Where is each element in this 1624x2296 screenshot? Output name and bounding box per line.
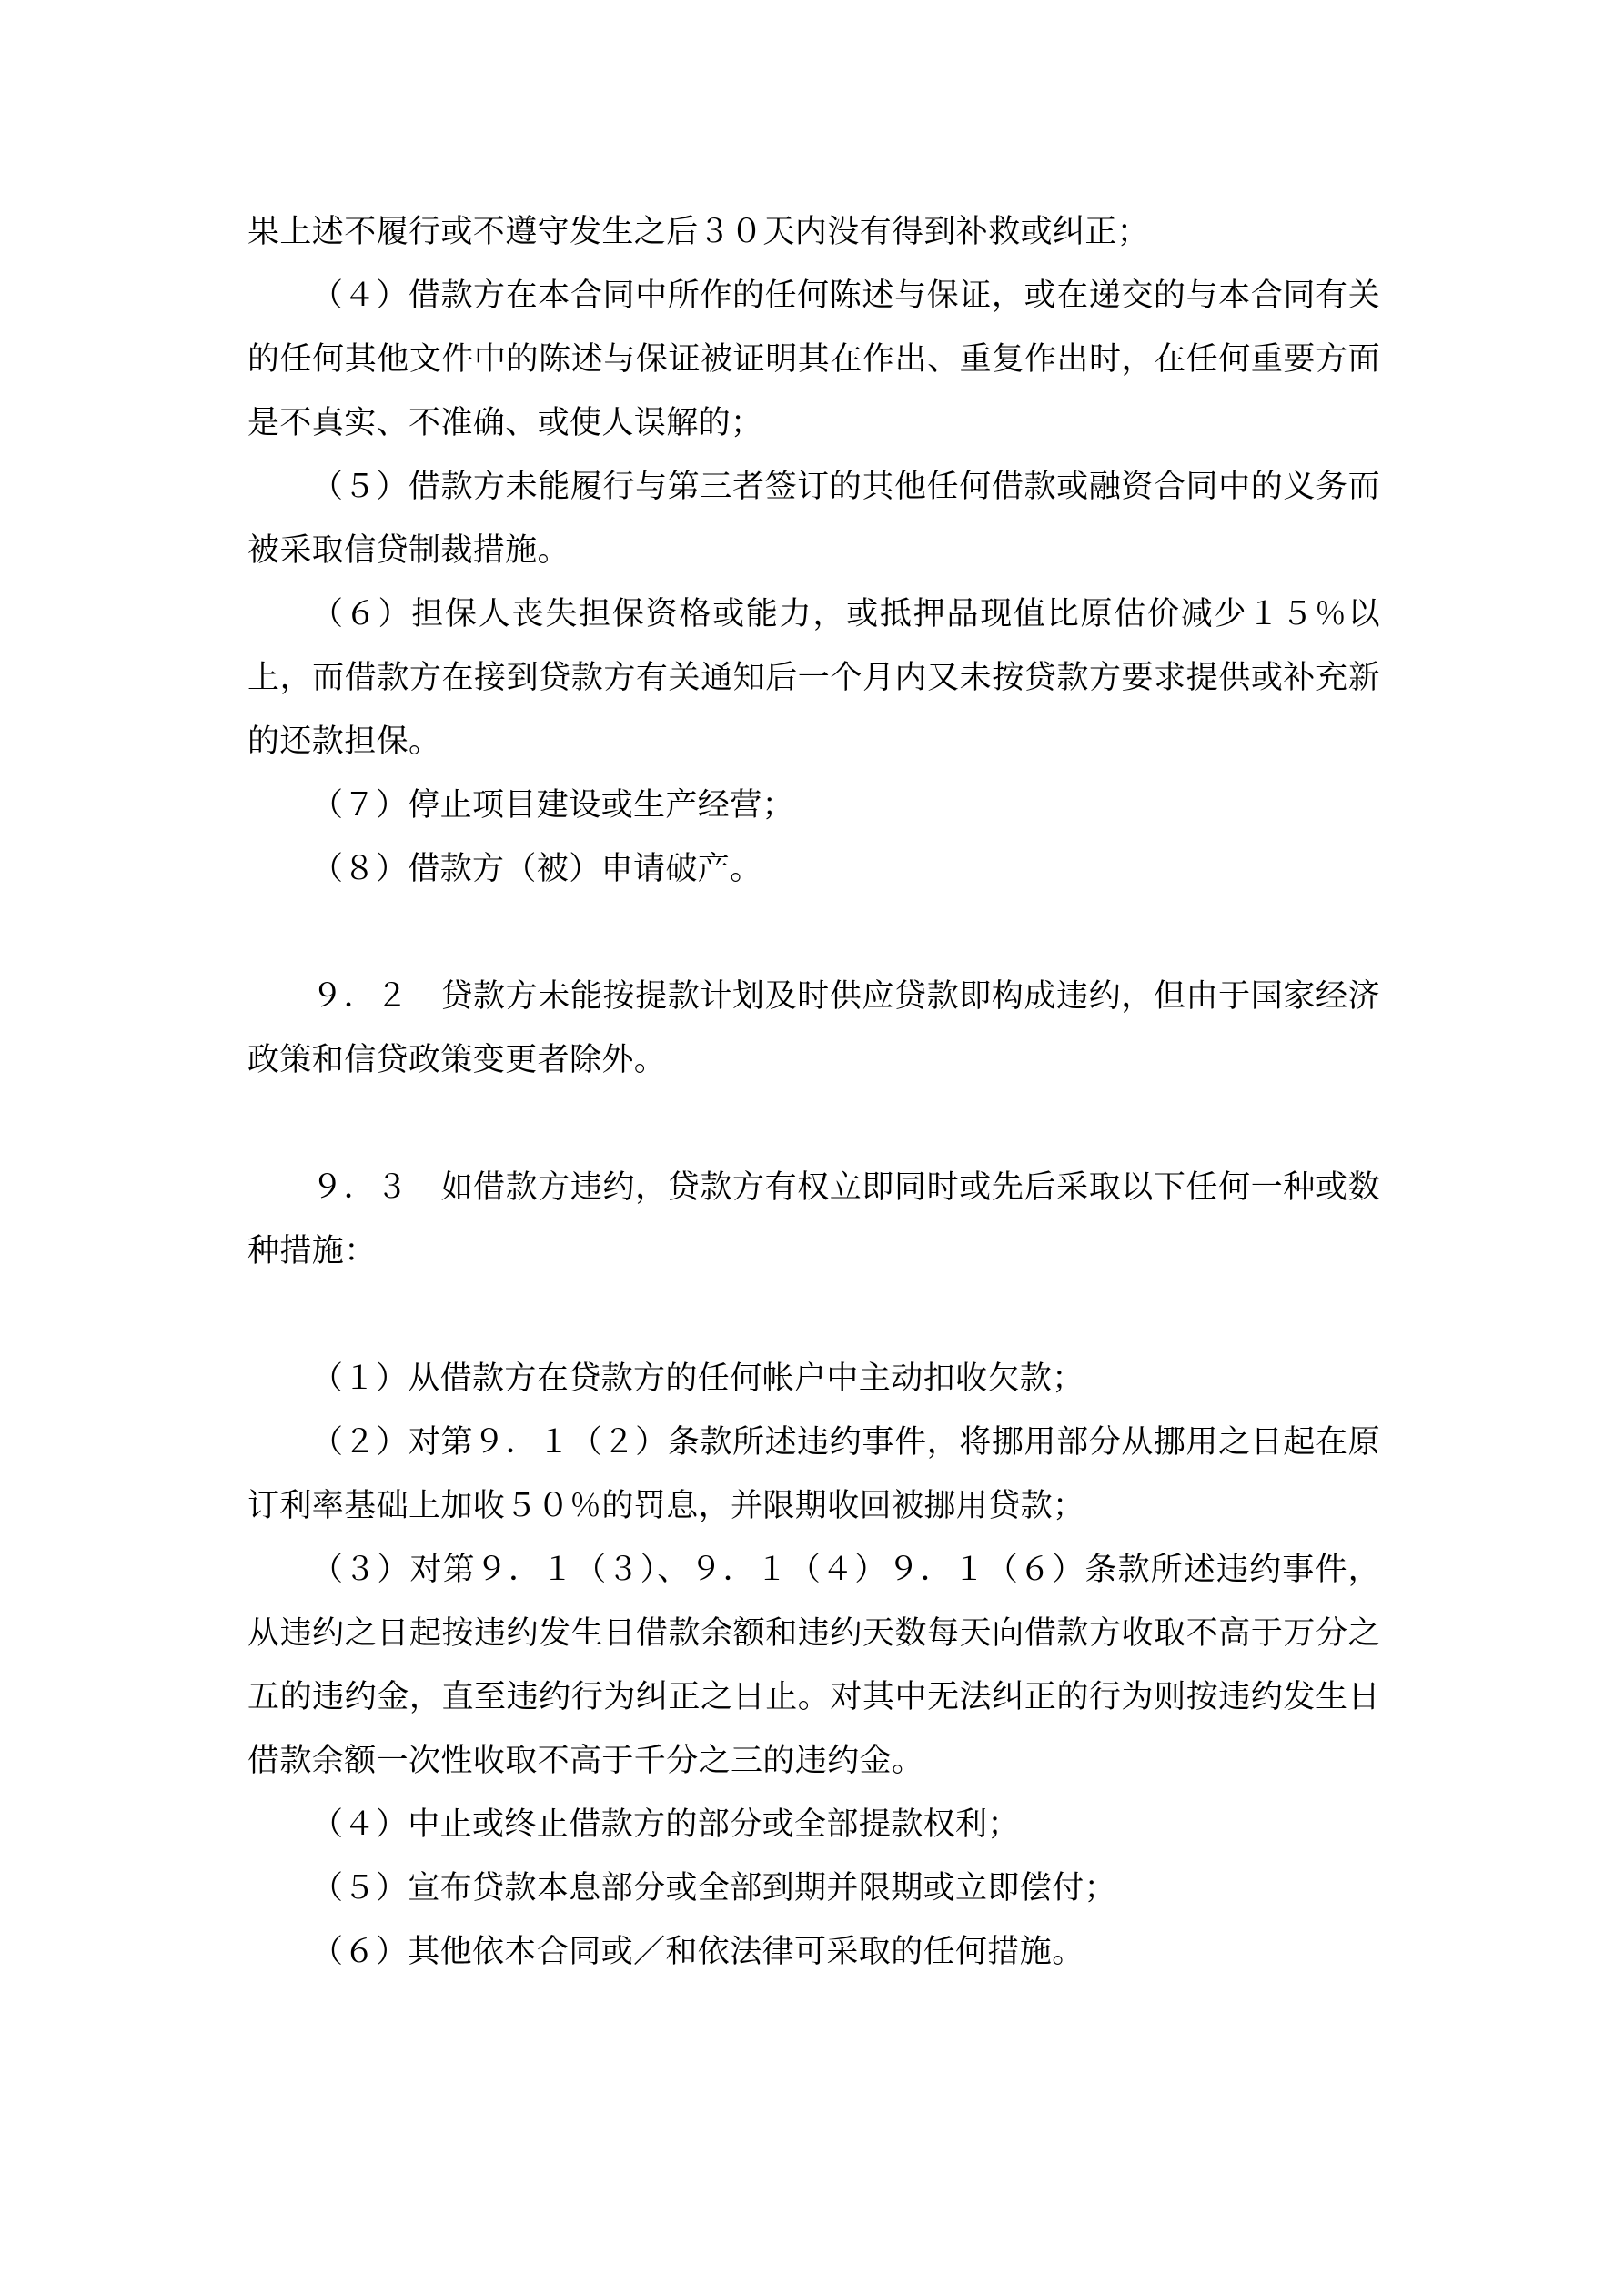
paragraph: （５）借款方未能履行与第三者签订的其他任何借款或融资合同中的义务而被采取信贷制裁措施。 [247,469,1380,568]
paragraph: 果上述不履行或不遵守发生之后３０天内没有得到补救或纠正； [247,214,1150,249]
paragraph: ９．２ 贷款方未能按提款计划及时供应贷款即构成违约，但由于国家经济政策和信贷政策变更者除外。 [247,978,1380,1077]
paragraph: （８）借款方（被）申请破产。 [311,851,762,886]
paragraph: （２）对第９．１（２）条款所述违约事件，将挪用部分从挪用之日起在原订利率基础上加收５０％的罚息，并限期收回被挪用贷款； [247,1424,1380,1523]
paragraph: （４）中止或终止借款方的部分或全部提款权利； [311,1806,1020,1842]
paragraph: （４）借款方在本合同中所作的任何陈述与保证，或在递交的与本合同有关的任何其他文件中的陈述与保证被证明其在作出、重复作出时，在任何重要方面是不真实、不准确、或使人误解的； [247,278,1380,440]
paragraph: （５）宣布贷款本息部分或全部到期并限期或立即偿付； [311,1870,1117,1906]
paragraph: （６）其他依本合同或／和依法律可采取的任何措施。 [311,1934,1084,1969]
paragraph: （６）担保人丧失担保资格或能力，或抵押品现值比原估价减少１５％以上，而借款方在接到贷款方有关通知后一个月内又未按贷款方要求提供或补充新的还款担保。 [247,596,1380,759]
paragraph: ９．３ 如借款方违约，贷款方有权立即同时或先后采取以下任何一种或数种措施： [247,1169,1380,1269]
paragraph: （３）对第９．１（３）、９．１（４）９．１（６）条款所述违约事件，从违约之日起按违约发生日借款余额和违约天数每天向借款方收取不高于万分之五的违约金，直至违约行为纠正之日止。对其中无法纠正的行为则按违约发生日借款余额一次性收取不高于千分之三的违约金。 [247,1552,1380,1778]
document-body [247,200,1380,1984]
paragraph: （７）停止项目建设或生产经营； [311,787,795,823]
paragraph: （１）从借款方在贷款方的任何帐户中主动扣收欠款； [311,1360,1084,1396]
